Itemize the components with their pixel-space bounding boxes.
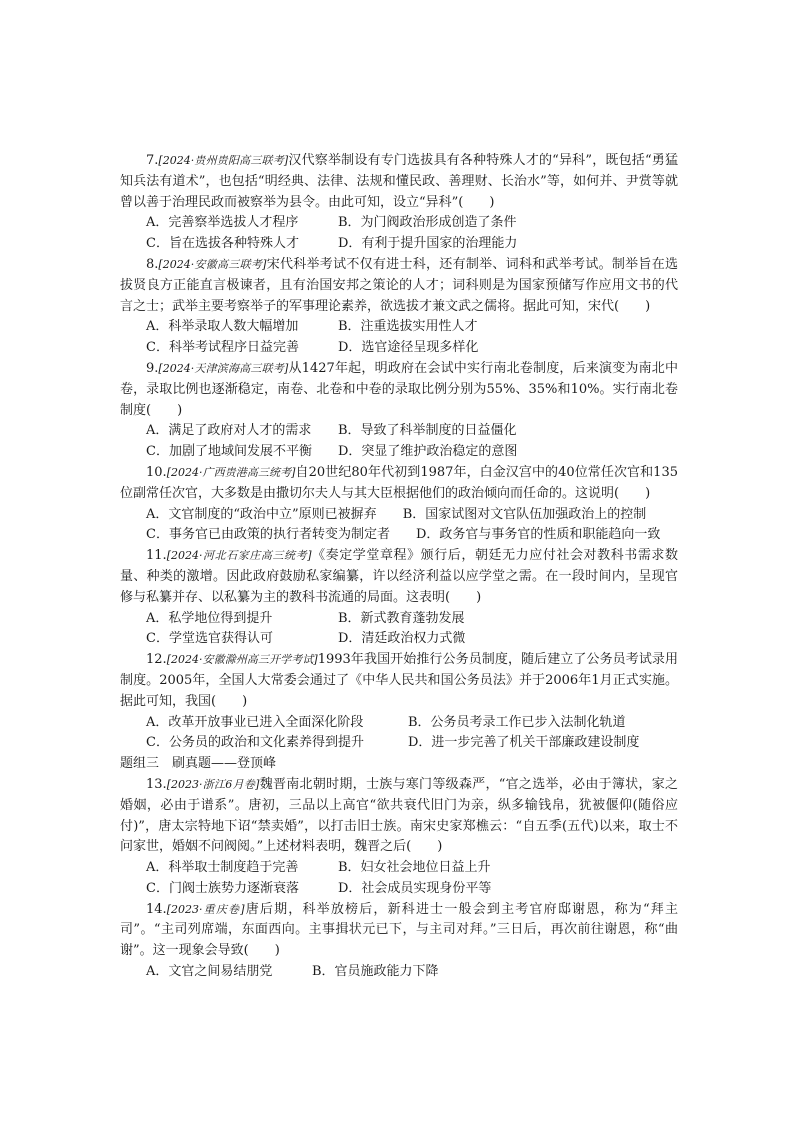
question-source: [2023·浙江6月卷]	[166, 777, 260, 791]
option-a[interactable]: A．科举取士制度趋于完善	[146, 860, 299, 876]
options-row-2	[120, 525, 678, 546]
question-source: [2024·安徽高三联考]	[158, 257, 267, 271]
question-number: 13.	[146, 776, 167, 792]
question-11	[120, 546, 678, 650]
question-stem	[120, 900, 678, 962]
question-source: [2024·贵州贵阳高三联考]	[158, 154, 289, 167]
option-c[interactable]: C．科举考试程序日益完善	[146, 340, 299, 356]
options	[120, 609, 678, 651]
option-b[interactable]: B．新式教育蓬勃发展	[338, 610, 465, 626]
option-b[interactable]: B．妇女社会地位日益上升	[338, 860, 491, 876]
question-9	[120, 359, 678, 463]
option-c[interactable]: C．旨在选拔各种特殊人才	[146, 236, 299, 252]
option-d[interactable]: D．清廷政治权力式微	[338, 631, 466, 647]
option-a[interactable]: A．文官之间易结朋党	[146, 964, 273, 980]
option-c[interactable]: C．事务官已由政策的执行者转变为制定者	[146, 527, 390, 543]
question-number: 7.	[146, 153, 159, 168]
question-source: [2024·广西贵港高三统考]	[166, 465, 296, 479]
option-c[interactable]: C．公务员的政治和文化素养得到提升	[146, 735, 364, 751]
question-source: [2024·安徽滁州高三开学考试]	[166, 653, 318, 667]
question-number: 14.	[146, 901, 167, 917]
question-source: [2024·天津滨海高三联考]	[158, 361, 289, 375]
question-source: [2023·重庆卷]	[166, 902, 245, 916]
option-a[interactable]: A．文官制度的“政治中立”原则已被摒弃	[146, 506, 377, 522]
option-a[interactable]: A．改革开放事业已进入全面深化阶段	[146, 714, 364, 730]
question-number: 12.	[146, 652, 167, 668]
question-stem	[120, 151, 678, 213]
question-stem	[120, 775, 678, 858]
option-c[interactable]: C．门阀士族势力逐渐衰落	[146, 880, 299, 896]
option-d[interactable]: D．社会成员实现身份平等	[338, 880, 492, 896]
option-d[interactable]: D．政务官与事务官的性质和职能趋向一致	[415, 527, 661, 543]
options	[120, 421, 678, 463]
option-d[interactable]: D．选官途径呈现多样化	[338, 340, 479, 356]
question-text: 1993年我国开始推行公务员制度，随后建立了公务员考试录用制度。2005年，全国人大常委会通过了《中华人民共和国公务员法》并于2006年1月正式实施。据此可知，我国( )	[120, 652, 678, 709]
question-8	[120, 255, 678, 359]
question-12	[120, 650, 678, 754]
option-a[interactable]: A．满足了政府对人才的需求	[146, 423, 312, 439]
question-text: 自20世纪80年代初到1987年，白金汉宫中的40位常任次官和135位副常任次官，大多数是由撒切尔夫人与其大臣根据他们的政治倾向而任命的。这说明( )	[120, 464, 679, 501]
option-a[interactable]: A．私学地位得到提升	[146, 610, 273, 626]
section-title: 题组三 刷真题——登顶峰	[120, 756, 277, 772]
options	[120, 858, 678, 900]
option-b[interactable]: B．公务员考录工作已步入法制化轨道	[408, 714, 626, 730]
question-number: 10.	[146, 464, 167, 480]
options	[120, 713, 678, 755]
option-d[interactable]: D．有利于提升国家的治理能力	[338, 236, 518, 252]
question-stem	[120, 546, 678, 608]
question-text: 唐后期，科举放榜后，新科进士一般会到主考官府邸谢恩，称为“拜主司”。“主司列席端，东面西向。主事揖状元已下，与主司对拜。”三日后，再次前往谢恩，称“曲谢”。这一现象会导致( )	[120, 901, 678, 959]
question-7	[120, 151, 678, 255]
question-number: 8.	[146, 256, 159, 272]
question-stem	[120, 463, 678, 505]
question-14	[120, 900, 678, 983]
option-c[interactable]: C．加剧了地域间发展不平衡	[146, 444, 312, 460]
option-b[interactable]: B．为门阀政治形成创造了条件	[338, 215, 517, 231]
options	[120, 213, 678, 255]
question-text: 魏晋南北朝时期，士族与寒门等级森严，“官之选举，必由于簿状，家之婚姻，必由于谱系”。唐初，三品以上高官“欲共衰代旧门为亲，纵多输钱帛，犹被偃仰(随俗应付)”，唐太宗特地下诏“禁卖婚”，以打击旧士族。南宋史家郑樵云：“自五季(五代)以来，取士不问家世，婚姻不问阀阅。”上述材料表明，魏晋之后( )	[120, 776, 678, 855]
question-10	[120, 463, 678, 546]
option-b[interactable]: B．官员施政能力下降	[312, 964, 439, 980]
question-text: 汉代察举制设有专门选拔具有各种特殊人才的“异科”，既包括“勇猛知兵法有道术”，也包括“明经典、法律、法规和懂民政、善理财、长治水”等，如何并、尹赏等就曾以善于治理民政而被察举为县令。由此可知，设立“异科”( )	[120, 153, 678, 210]
question-text: 宋代科举考试不仅有进士科，还有制举、词科和武举考试。制举旨在选拔贤良方正能直言极谏者，且有治国安邦之策论的人才；词科则是为国家预储写作应用文书的代言之士；武举主要考察举子的军事理论素养，欲选拔才兼文武之儒将。据此可知，宋代( )	[120, 256, 678, 314]
options	[120, 962, 678, 983]
options	[120, 317, 678, 359]
question-source: [2024·河北石家庄高三统考]	[166, 549, 312, 563]
question-number: 9.	[146, 360, 159, 376]
question-stem	[120, 359, 678, 421]
option-a[interactable]: A．完善察举选拔人才程序	[146, 215, 299, 231]
option-b[interactable]: B．国家试图对文官队伍加强政治上的控制	[402, 506, 647, 522]
question-13	[120, 775, 678, 900]
question-text: 《奏定学堂章程》颁行后，朝廷无力应付社会对教科书需求数量、种类的激增。因此政府鼓励私家编纂，许以经济利益以应学堂之需。在一段时间内，呈现官修与私纂并存、以私纂为主的教科书流通的局面。这表明( )	[120, 548, 678, 605]
question-text: 从1427年起，明政府在会试中实行南北卷制度，后来演变为南北中卷，录取比例也逐渐稳定，南卷、北卷和中卷的录取比例分别为55%、35%和10%。实行南北卷制度( )	[120, 360, 678, 418]
option-d[interactable]: D．突显了维护政治稳定的意图	[338, 444, 518, 460]
option-b[interactable]: B．注重选拔实用性人才	[338, 319, 478, 335]
option-c[interactable]: C．学堂选官获得认可	[146, 631, 273, 647]
question-stem	[120, 650, 678, 712]
option-b[interactable]: B．导致了科举制度的日益僵化	[338, 423, 517, 439]
option-a[interactable]: A．科举录取人数大幅增加	[146, 319, 299, 335]
question-number: 11.	[146, 548, 167, 564]
option-d[interactable]: D．进一步完善了机关干部廉政建设制度	[408, 735, 640, 751]
options-row-1	[120, 505, 678, 526]
question-list	[120, 151, 678, 983]
question-stem	[120, 255, 678, 317]
